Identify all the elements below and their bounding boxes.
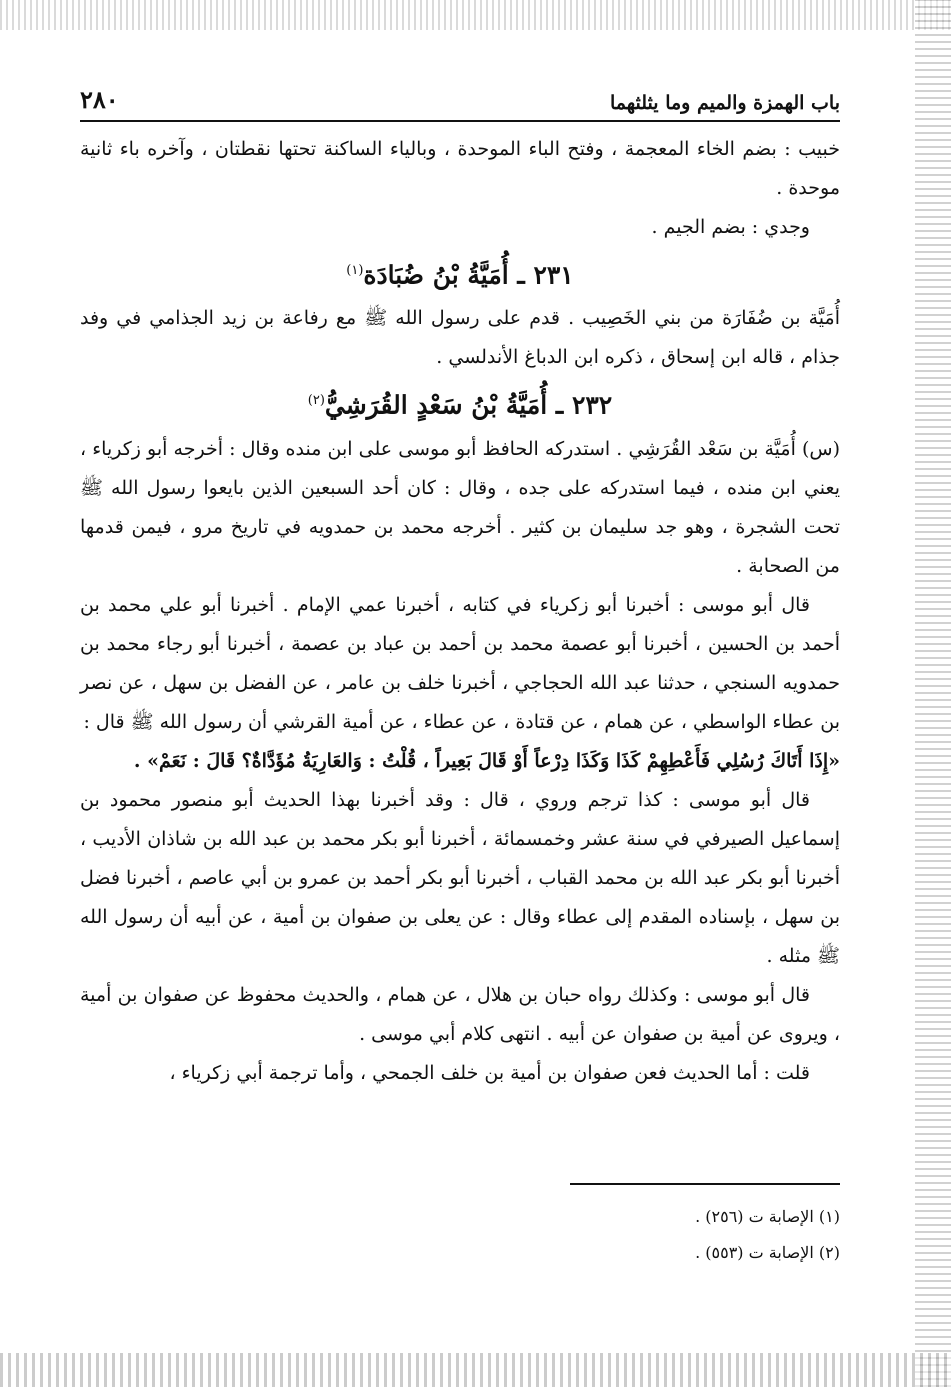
paragraph-isnad: قال أبو موسى : أخبرنا أبو زكرياء في كتابه ، أخبرنا عمي الإمام . أخبرنا أبو علي محمد بن أحمد بن الحسين ، أخبرنا أبو عصمة محمد بن أحمد بن عباد بن عصمة ، أخبرنا أبو رجاء محمد بن حمدويه السنجي ، حدثنا عبد الله الحجاجي ، أخبرنا خلف بن عامر ، عن الفضل بن سهل ، عن نصر بن عطاء الواسطي ، عن همام ، عن قتادة ، عن عطاء ، عن أمية القرشي أن رسول الله ﷺ قال : <box>80 593 840 733</box>
hadith-quote: «إِذَا أَتَاكَ رُسُلِي فَأَعْطِهِمْ كَذَا وَكَذَا دِرْعاً أَوْ قَالَ بَعِيراً ، قُلْتُ : وَالعَارِيَةُ مُؤَدَّاةٌ؟ قَالَ : نَعَمْ» . <box>133 749 840 772</box>
paragraph-abu-musa-2: قال أبو موسى : وكذلك رواه حبان بن هلال ، عن همام ، والحديث محفوظ عن صفوان بن أمية ، ويروى عن أمية بن صفوان عن أبيه . انتهى كلام أبي موسى . <box>80 983 840 1045</box>
entry-heading-232 <box>80 381 840 425</box>
footnote-2: (٢) الإصابة ت (٥٥٣) . <box>695 1242 840 1262</box>
entry-heading-232-text: ٢٣٢ ـ أُمَيَّةُ بْنُ سَعْدٍ القُرَشِيُّ <box>324 390 613 420</box>
footnote-divider <box>570 1183 840 1185</box>
book-page <box>80 78 840 1271</box>
page-number: ٢٨٠ <box>80 85 119 114</box>
paragraph-wajdi: وجدي : بضم الجيم . <box>651 216 810 238</box>
decorative-right-border <box>915 0 951 1387</box>
paragraph-khubayb: خبيب : بضم الخاء المعجمة ، وفتح الباء الموحدة ، وبالياء الساكنة تحتها نقطتان ، وآخره باء ثانية موحدة . <box>80 138 840 199</box>
footnote-ref-1: (١) <box>346 263 364 278</box>
paragraph-abu-musa-1: قال أبو موسى : كذا ترجم وروي ، قال : وقد أخبرنا بهذا الحديث أبو منصور محمود بن إسماعيل الصيرفي في سنة عشر وخمسمائة ، أخبرنا أبو بكر محمد بن عبد الله بن شاذان الأديب ، أخبرنا أبو بكر عبد الله بن محمد القباب ، أخبرنا أبو بكر أحمد بن عمرو بن أبي عاصم ، أخبرنا فضل بن سهل ، بإسناده المقدم إلى عطاء وقال : عن يعلى بن صفوان بن أمية ، عن أبيه أن رسول الله ﷺ مثله . <box>80 788 840 967</box>
decorative-bottom-border <box>0 1353 951 1387</box>
chapter-title: باب الهمزة والميم وما يثلثهما <box>610 92 840 114</box>
page-body <box>80 130 840 1093</box>
entry-heading-231 <box>80 251 840 295</box>
paragraph-entry-232: (س) أُمَيَّة بن سَعْد القُرَشِي . استدركه الحافظ أبو موسى على ابن منده وقال : أخرجه أبو زكرياء ، يعني ابن منده ، فيما استدركه على جده ، وقال : كان أحد السبعين الذين بايعوا رسول الله ﷺ تحت الشجرة ، وهو جد سليمان بن كثير . أخرجه محمد بن حمدويه في تاريخ مرو ، فيمن قدمها من الصحابة . <box>80 437 841 577</box>
paragraph-qultu: قلت : أما الحديث فعن صفوان بن أمية بن خلف الجمحي ، وأما ترجمة أبي زكرياء ، <box>169 1061 810 1084</box>
entry-heading-231-text: ٢٣١ ـ أُمَيَّةُ بْنُ ضُبَادَة <box>363 260 574 290</box>
footnote-1: (١) الإصابة ت (٢٥٦) . <box>695 1206 840 1226</box>
page-header <box>80 78 840 122</box>
footnote-ref-2: (٢) <box>307 393 325 409</box>
decorative-top-border <box>0 0 951 30</box>
paragraph-entry-231: أُمَيَّة بن ضُفَارَة من بني الخَصِيب . قدم على رسول الله ﷺ مع رفاعة بن زيد الجذامي في وفد جذام ، قاله ابن إسحاق ، ذكره ابن الدباغ الأندلسي . <box>80 307 840 369</box>
